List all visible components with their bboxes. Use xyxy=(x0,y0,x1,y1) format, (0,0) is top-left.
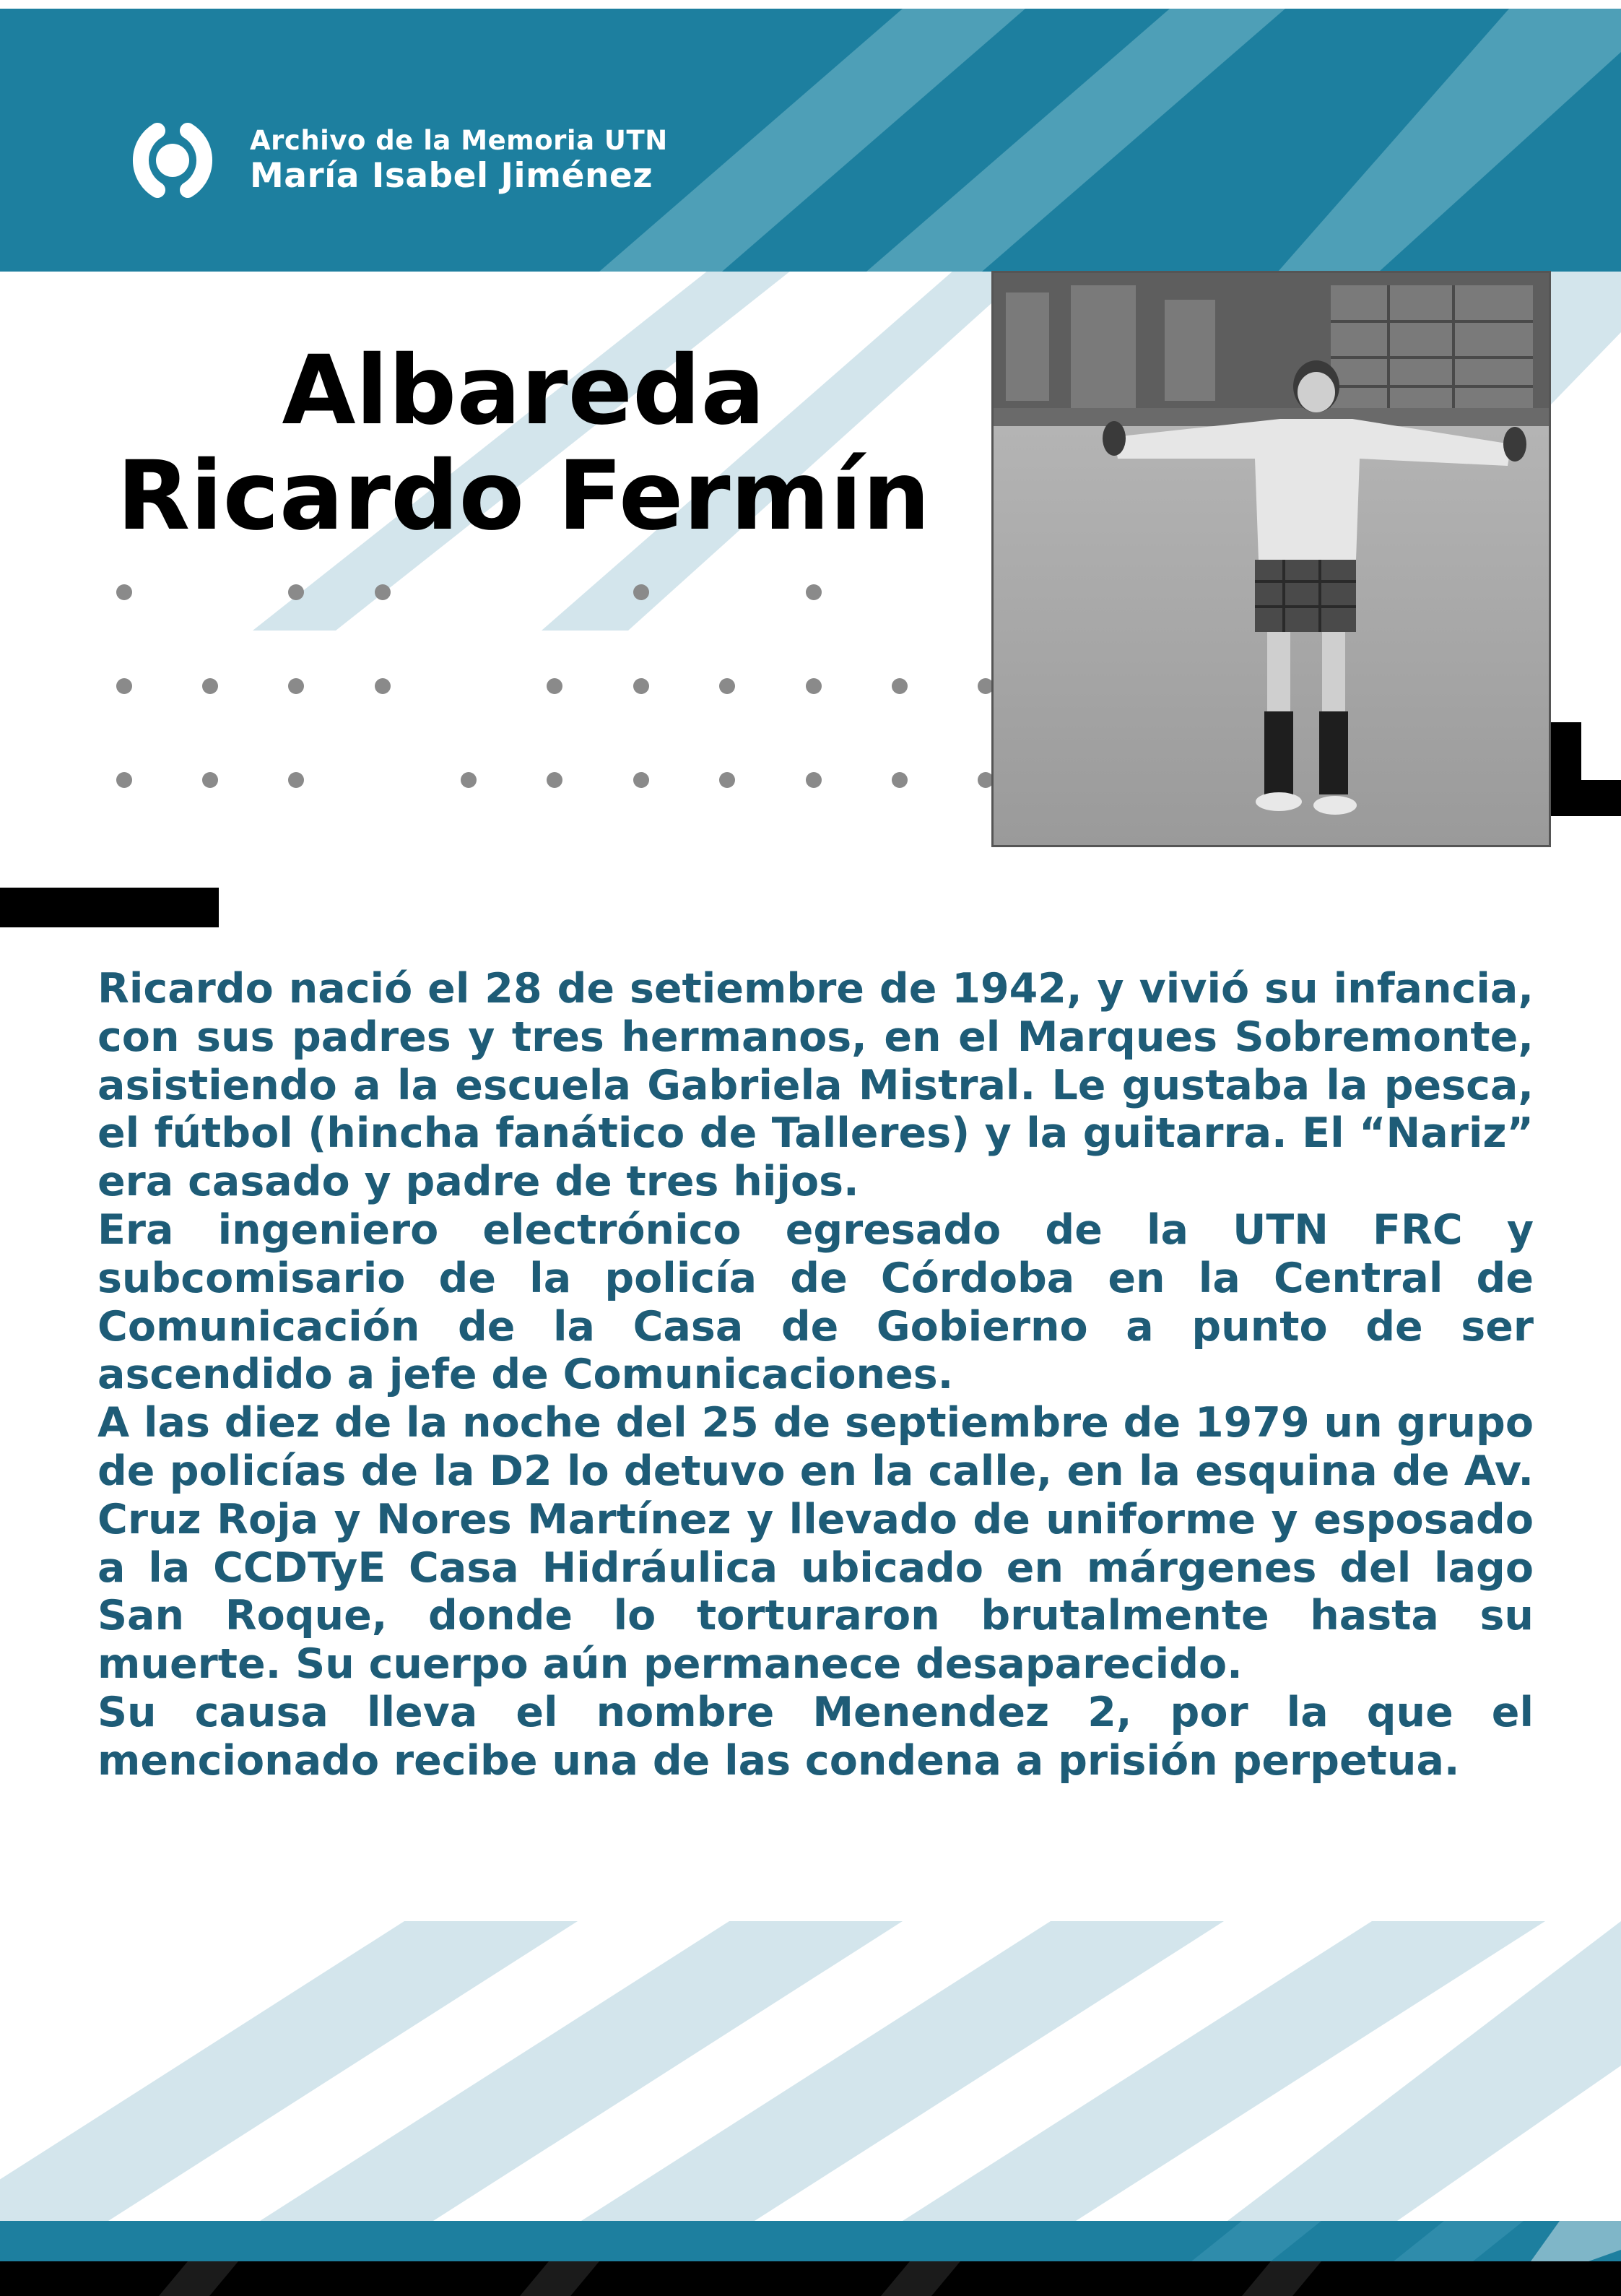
decorative-dot xyxy=(892,772,908,788)
bio-paragraph: A las diez de la noche del 25 de septiembre de 1979 un grupo de policías de la D2 lo detuvo en la calle, en la esquina de Av. Cruz Roja y Nores Martínez y llevado de uniforme y esposado a la CCDTyE Casa Hidráulica ubicado en márgenes del lago San Roque, donde lo torturaron brutalmente hasta su muerte. Su cuerpo aún permanece desaparecido. xyxy=(97,1399,1534,1689)
football-player-photo xyxy=(991,271,1551,847)
decorative-dot xyxy=(633,678,649,694)
decorative-dot xyxy=(719,678,735,694)
decorative-dot xyxy=(288,584,304,600)
decorative-dot xyxy=(892,678,908,694)
decorative-dot xyxy=(461,772,477,788)
page-title xyxy=(65,335,982,552)
logo-org-line1: Archivo de la Memoria UTN xyxy=(250,125,668,156)
decorative-dot xyxy=(116,584,132,600)
biography-text xyxy=(97,965,1534,1785)
decorative-dot xyxy=(116,678,132,694)
logo-org-line2: María Isabel Jiménez xyxy=(250,156,653,196)
decorative-dot xyxy=(633,772,649,788)
footer-band xyxy=(0,2221,1621,2296)
decorative-dot xyxy=(547,678,562,694)
decorative-dot xyxy=(288,678,304,694)
decorative-dot xyxy=(806,584,822,600)
decorative-dot xyxy=(633,584,649,600)
decorative-dot xyxy=(1582,393,1598,409)
bio-paragraph: Ricardo nació el 28 de setiembre de 1942, y vivió su infancia, con sus padres y tres hermanos, en el Marques Sobremonte, asistiendo a la escuela Gabriela Mistral. Le gustaba la pesca, el fútbol (hincha fanático de Talleres) y la guitarra. El “Nariz” era casado y padre de tres hijos. xyxy=(97,965,1534,1206)
title-surname: Albareda xyxy=(282,335,765,446)
bio-paragraph: Era ingeniero electrónico egresado de la UTN FRC y subcomisario de la policía de Córdoba en la Central de Comunicación de la Casa de Gobierno a punto de ser ascendido a jefe de Comunicaciones. xyxy=(97,1205,1534,1399)
decorative-dot xyxy=(806,678,822,694)
decorative-dot xyxy=(806,772,822,788)
title-given-names: Ricardo Fermín xyxy=(116,441,931,552)
decorative-dot xyxy=(375,584,391,600)
accent-bracket-right-horizontal xyxy=(1551,780,1621,816)
decorative-dot xyxy=(547,772,562,788)
decorative-dot xyxy=(375,678,391,694)
accent-bar-left xyxy=(0,888,219,927)
decorative-dot xyxy=(202,772,218,788)
decorative-dot xyxy=(288,772,304,788)
decorative-dot xyxy=(202,678,218,694)
decorative-dot xyxy=(719,772,735,788)
bio-paragraph: Su causa lleva el nombre Menendez 2, por la que el mencionado recibe una de las condena a prisión perpetua. xyxy=(97,1688,1534,1785)
portrait-photo xyxy=(991,271,1551,847)
decorative-dot xyxy=(116,772,132,788)
